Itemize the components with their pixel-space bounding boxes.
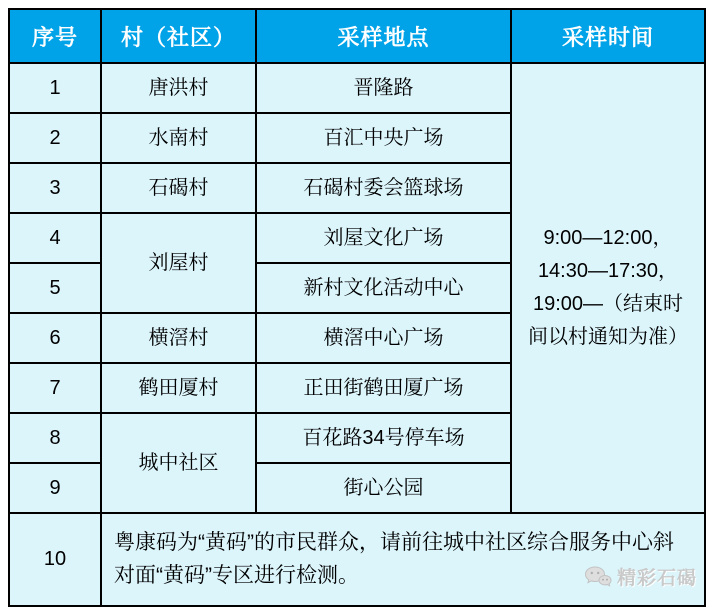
village-cell-merged: 城中社区	[101, 413, 256, 513]
site-cell: 横滘中心广场	[256, 313, 511, 363]
sampling-time-cell: 9:00—12:00，14:30—17:30，19:00—（结束时间以村通知为准）	[511, 63, 705, 513]
village-cell: 水南村	[101, 113, 256, 163]
site-cell: 晋隆路	[256, 63, 511, 113]
village-cell: 鹤田厦村	[101, 363, 256, 413]
village-cell: 唐洪村	[101, 63, 256, 113]
header-village: 村（社区）	[101, 9, 256, 63]
site-cell: 百汇中央广场	[256, 113, 511, 163]
row-number-cell: 8	[9, 413, 101, 463]
row-number-cell: 3	[9, 163, 101, 213]
row-number-cell: 10	[9, 513, 101, 606]
header-serial-number: 序号	[9, 9, 101, 63]
row-number-cell: 1	[9, 63, 101, 113]
header-row	[9, 9, 705, 63]
site-cell: 石碣村委会篮球场	[256, 163, 511, 213]
row-number-cell: 9	[9, 463, 101, 513]
row-number-cell: 2	[9, 113, 101, 163]
header-sampling-site: 采样地点	[256, 9, 511, 63]
village-cell: 横滘村	[101, 313, 256, 363]
yellow-code-note-cell: 粤康码为“黄码”的市民群众，请前往城中社区综合服务中心斜对面“黄码”专区进行检测。	[101, 513, 705, 606]
village-cell-merged: 刘屋村	[101, 213, 256, 313]
site-cell: 刘屋文化广场	[256, 213, 511, 263]
header-sampling-time: 采样时间	[511, 9, 705, 63]
table-row	[9, 63, 705, 113]
site-cell: 新村文化活动中心	[256, 263, 511, 313]
site-cell: 百花路34号停车场	[256, 413, 511, 463]
row-number-cell: 4	[9, 213, 101, 263]
table-row-footer	[9, 513, 705, 606]
site-cell: 街心公园	[256, 463, 511, 513]
sampling-table-wrap	[8, 8, 706, 607]
row-number-cell: 7	[9, 363, 101, 413]
sampling-table	[8, 8, 706, 607]
row-number-cell: 6	[9, 313, 101, 363]
watermark-text: 精彩石碣	[617, 568, 698, 589]
village-cell: 石碣村	[101, 163, 256, 213]
site-cell: 正田街鹤田厦广场	[256, 363, 511, 413]
row-number-cell: 5	[9, 263, 101, 313]
